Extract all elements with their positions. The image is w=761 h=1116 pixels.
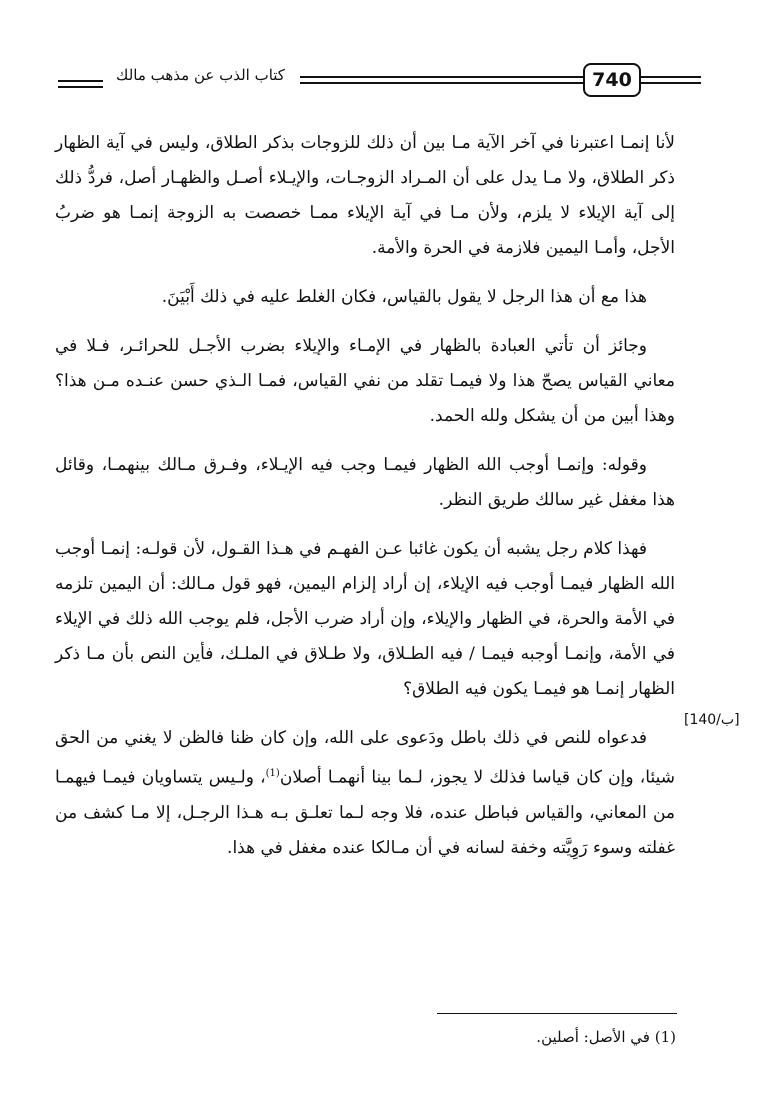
main-text — [55, 126, 675, 880]
header-rule-right-top — [641, 76, 701, 78]
paragraph-6-part-1: فدعواه للنص في ذلك باطل ودَعوى على الله، وإن كان ظنا فالظن لا يغني من الحق شيئا، وإن كان قياسا فذلك لا يجوز، لـما بينا أنهمـا أصلان — [55, 728, 675, 788]
manuscript-folio-note: [140/ب] — [684, 712, 740, 728]
paragraph-5: فهذا كلام رجل يشبه أن يكون غائبا عـن الفهـم في هـذا القـول، لأن قولـه: إنمـا أوجب الله الظهار فيمـا أوجب فيه الإيلاء، إن أراد إلزام اليمين، فهو قول مـالك: أن اليمين تلزمه في الأمة والحرة، في الظهار والإيلاء، وإن أراد ضرب الأجل، فلم يوجب الله ذلك في الإيلاء في الأمة، وإنمـا أوجبه فيمـا / فيه الطـلاق، ولا طـلاق في الملـك، فأين النص بأن مـا ذكر الظهار إنمـا هو فيمـا يكون فيه الطلاق؟ — [55, 539, 675, 699]
paragraph-6-part-2: ، ولـيس يتساويان فيمـا فيهمـا من المعاني، والقياس فباطل عنده، فلا وجه لـما تعلـق بـه هـذا الرجـل، إلا مـا كشف من غفلته وسوء رَوِيَّته وخفة لسانه في أن مـالكا عنده مغفل في هذا. — [55, 767, 675, 858]
paragraph-6 — [55, 721, 675, 866]
paragraph-2: هذا مع أن هذا الرجل لا يقول بالقياس، فكان الغلط عليه في ذلك أَبْيَنَ. — [161, 287, 647, 307]
header-rule-left-top — [58, 80, 103, 82]
paragraph-1: لأنا إنمـا اعتبرنا في آخر الآية مـا بين أن ذلك للزوجات بذكر الطلاق، وليس في آية الظهار ذكر الطلاق، ولا مـا يدل على أن المـراد الزوجـات، والإيـلاء أصـل والظهـار أصل، فردُّ ذلك إلى آية الإيلاء لا يلزم، ولأن مـا في آية الإيلاء ممـا خصصت به الزوجة إنمـا هو ضربُ الأجل، وأمـا اليمين فلازمة في الحرة والأمة. — [55, 133, 675, 258]
page-header — [0, 0, 761, 110]
footnote-1: (1) في الأصل: أصلين. — [536, 1028, 676, 1046]
header-rule-middle-top — [300, 76, 583, 78]
book-title: كتاب الذب عن مذهب مالك — [116, 66, 285, 84]
paragraph-4: وقوله: وإنمـا أوجب الله الظهار فيمـا وجب فيه الإيـلاء، وفـرق مـالك بينهمـا، وقائل هذا مغفل غير سالك طريق النظر. — [55, 455, 675, 510]
paragraph-3: وجائز أن تأتي العبادة بالظهار في الإمـاء والإيلاء بضرب الأجـل للحرائـر، فـلا في معاني القياس يصحّ هذا ولا فيمـا تقلد من نفي القياس، فمـا الـذي حسن عنـده مـن هذا؟ وهذا أبين من أن يشكل ولله الحمد. — [55, 336, 675, 426]
header-rule-left-bottom — [58, 86, 103, 88]
page-number: 740 — [583, 63, 641, 97]
header-rule-middle-bottom — [300, 82, 583, 84]
footnote-reference[interactable]: (1) — [265, 768, 280, 779]
footnote-divider — [437, 1013, 677, 1014]
header-rule-right-bottom — [641, 82, 701, 84]
